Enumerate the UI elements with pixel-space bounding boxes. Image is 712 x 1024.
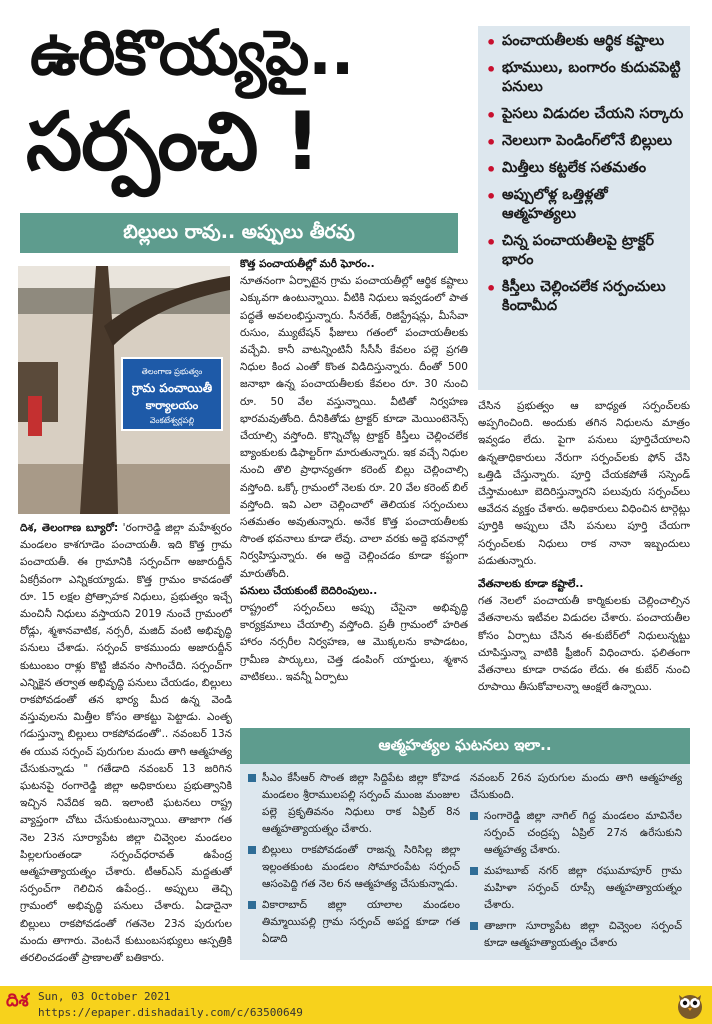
square-bullet-icon [470, 867, 478, 875]
column-3-text-2: గత నెలలో పంచాయతీ కార్మికులకు చెల్లించాల్సిన వేతనాలను ఇటీవల విడుదల చేశారు. పంచాయతీల కోసం ఏర్పాటు చేసిన ఈ-కుబేర్‌లో నిధులున్నట్టు చూపిస్తున్నా వాటికి ఫ్రీజింగ్ విధించారు. ఫలితంగా వేతనాలు కూడా రావడం లేదు. ఈ కుబేర్ నుంచి రూపాయి తీసుకోవాలన్నా ఆంక్షలే ఉన్నాయి. [478, 595, 690, 694]
signboard-line-3: కార్యాలయం [145, 399, 199, 412]
subhead-new-panchayats: కొత్త పంచాయతీల్లో మరీ ఘోరం.. [240, 258, 375, 270]
incident-continuation: నవంబర్ 26న పురుగుల మందు తాగి ఆత్మహత్య చేసుకుంది. [470, 772, 682, 801]
incident-item: వికారాబాద్ జిల్లా యాలాల మండలం తిమ్మాయిపల్లి గ్రామ సర్పంచ్ అపర్ణ కూడా గత ఏడాది [248, 897, 460, 948]
incident-item: తాజాగా సూర్యాపేట జిల్లా చివ్వెంల సర్పంచ్ కూడా ఆత్మహత్యాయత్నం చేశారు [470, 918, 682, 952]
incidents-title: ఆత్మహత్యల ఘటనలు ఇలా.. [240, 728, 690, 764]
panchayat-office-photo [18, 266, 230, 514]
bullet-dot-icon: • [486, 233, 497, 252]
incident-item: సీఎం కేసీఆర్ సొంత జిల్లా సిద్దిపేట జిల్లా కోహెడ మండలం శ్రీరాములపల్లి సర్పంచ్ ముంజ మంజుల పల్లె ప్రకృతివనం నిధులు రాక ఏప్రిల్ 8న ఆత్మహత్యాయత్నం చేశారు. [248, 770, 460, 838]
key-point-item: • అప్పులోళ్ల ఒత్తిళ్లతో ఆత్మహత్యలు [486, 187, 608, 222]
bullet-dot-icon: • [486, 60, 497, 79]
square-bullet-icon [248, 901, 256, 909]
column-2-text-1: నూతనంగా ఏర్పాటైన గ్రామ పంచాయతీల్లో ఆర్థిక కష్టాలు ఎక్కువగా ఉంటున్నాయి. వీటికి నిధులు ఇవ్వడంలో పాత పద్ధతే అవలంభిస్తున్నారు. సీనరేజ్, రిజిస్ట్రేషన్లు, మీసేవా రుసుం, మ్యుటేషన్ ఫీజులు గతంలో పంచాయతీలకు వచ్చేవి. కానీ వాటన్నింటినీ సీసీసీ కేవలం పల్లె ప్రగతి నిధుల కింద ఎంతో కొంత విడిదిస్తున్నారు. దీంతో 500 జనాభా ఉన్న పంచాయతీలకు కేవలం రూ. 30 నుంచి రూ. 50 వేల వస్తున్నాయి. వీటితో నిర్వహణ భారమవుతోంది. దీనికితోడు ట్రాక్టర్ కూడా మెయింటెనెన్స్ చేయాల్సి వస్తోంది. కొన్నిచోట్ల ట్రాక్టర్ కిస్తీలు చెల్లించలేక బ్యాంకులకు డిఫాల్టర్‌గా మారుతున్నారు. ఇక వచ్చే నిధుల నుంచి తొలి ప్రాధాన్యతగా కరెంట్ బిల్లు చెల్లించాల్సి వస్తోంది. ఒక్కో గ్రామంలో నెలకు రూ. 20 వేల కరెంట్ బిల్ వస్తోంది. ఇవి ఎలా చెల్లించాలో తెలియక సర్పంచులు సతమతం అవుతున్నారు. అనేక కొత్త పంచాయతీలకు సొంత భవనాలు కూడా లేవు. చాలా వరకు అద్దె భవనాల్లో నిర్వహిస్తున్నారు. ఈ అద్దె చెల్లించడం కూడా కష్టంగా మారుతోంది. [240, 275, 468, 580]
subheadline-banner: బిల్లులు రావు.. అప్పులు తీరవు [20, 213, 458, 253]
square-bullet-icon [470, 922, 478, 930]
bullet-dot-icon: • [486, 279, 497, 298]
key-points-sidebar [478, 26, 690, 390]
incidents-left-column [248, 770, 460, 952]
key-point-item: • భూములు, బంగారం కుదువపెట్టి పనులు [486, 60, 681, 95]
disha-logo: దిశ [6, 990, 29, 1011]
edition-date: Sun, 03 October 2021 [38, 990, 171, 1003]
key-point-item: • నెలలుగా పెండింగ్‌లోనే బిల్లులు [486, 133, 673, 152]
bullet-dot-icon: • [486, 33, 497, 52]
signboard-line-1: తెలంగాణ ప్రభుత్వం [141, 367, 203, 376]
incident-item: బిల్లులు రాకపోవడంతో రాజన్న సిరిసిల్ల జిల్లా ఇల్లంతకుంట మండలం సోమారంపేట సర్పంచ్ ఆసంపెద్ది గత నెల 6న ఆత్మహత్య చేసుకున్నాడు. [248, 842, 460, 893]
photo-illustration [18, 266, 230, 514]
headline-line-1: ఉరికొయ్యపై.. [30, 16, 354, 89]
key-point-item: • పైసలు విడుదల చేయని సర్కారు [486, 106, 684, 125]
column-1-text: 'రంగారెడ్డి జిల్లా మహేశ్వరం మండలం కాశగూడెం పంచాయతీ. ఇది కొత్త గ్రామ పంచాయతీ. ఈ గ్రామానికి సర్పంచ్‌గా అజారుద్దీన్ ఏకగ్రీవంగా ఎన్నికయ్యాడు. కొత్త గ్రామం కావడంతో రూ. 15 లక్షల ప్రోత్సాహక నిధులు, ప్రభుత్వం ఇచ్చే మంచినీ నిధులు వస్తాయని 2019 నుంచే గ్రామంలో రోడ్లు, శ్మశానవాటిక, నర్సరీ, మజిద్ వంటి అభివృద్ధి పనులు చేశాడు. సర్పంచ్ కాకముందు అజారుద్దీన్ కుటుంబం రాళ్లు కొట్టి జీవనం సాగించేది. సర్పంచ్‌గా ఎన్నికైన తర్వాత అభివృద్ధి పనులు చేయడం, బిల్లులు రాకపోవడంతో తన భార్య మీద ఉన్న వెండి వస్తువులను మిత్తీల కోసం తాకట్టు పెట్టాడు. ఎంతృ గడుస్తున్నా బిల్లులు రాకపోవడంతో'.. నవంబర్ 13న ఈ యువ సర్పంచ్ పురుగుల మందు తాగి ఆత్మహత్య చేసుకున్నాడు " గతేడాది నవంబర్ 13 జరిగిన ఘటనపై రంగారెడ్డి జిల్లా అధికారులు ప్రభుత్వానికి ఇచ్చిన నివేదిక ఇది. ఇలాంటి ఘటనలు రాష్ట్ర వ్యాప్తంగా చోటు చేసుకుంటున్నాయి. తాజాగా గత నెల 23న సూర్యాపేట జిల్లా చివ్వెంల మండలం పిల్లలగుంతండా సర్పంచ్‌ధరావత్ ఉపేంద్ర ఆత్మహత్యాయత్నం చేశారు. టీఆర్ఎస్ మద్దతుతో సర్పంచ్‌గా గెలిచిన ఉపేంద్ర.. అప్పులు తెచ్చి గ్రామంలో అభివృద్ధి పనులు చేశారు. ఏడాదైనా బిల్లులు రాకపోవడంతో గతనెల 23న పురుగుల మందు తాగారు. వెంటనే కుటుంబసభ్యులు ఆస్పత్రికి తరలించడంతో ప్రాణాలతో బతికారు. [20, 522, 232, 965]
bullet-dot-icon: • [486, 133, 497, 152]
bullet-dot-icon: • [486, 106, 497, 125]
subhead-salaries: వేతనాలకు కూడా కష్టాలే.. [478, 578, 584, 591]
article-column-1 [20, 520, 232, 978]
incident-item: మహబూబ్ నగర్ జిల్లా రఘుమాపూర్ గ్రామ మహిళా సర్పంచ్ రూప్సీ ఆత్మహత్యాయత్నం చేశారు. [470, 863, 682, 914]
article-column-3 [478, 398, 690, 720]
key-point-item: • పంచాయతీలకు ఆర్థిక కష్టాలు [486, 33, 665, 52]
key-point-item: • చిన్న పంచాయతీలపై ట్రాక్టర్ భారం [486, 233, 655, 268]
headline-line-2: సర్పంచి ! [26, 95, 320, 188]
square-bullet-icon [248, 774, 256, 782]
subhead-threats: పనులు చేయకుంటే బెదిరింపులు.. [240, 584, 378, 597]
column-2-text-2: రాష్ట్రంలో సర్పంచ్‌లు అప్పు చేసైనా అభివృద్ధి కార్యక్రమాలు చేయాల్సి వస్తోంది. ప్రతీ గ్రామంలో హరిత హారం నర్సరీల నిర్వహణ, ఆ మొక్కలను కాపాడటం, గ్రామీణ పార్కులు, చెత్త డంపింగ్ యార్డులు, శ్మశాన వాటికలు.. ఇవన్నీ ఏర్పాటు [240, 602, 468, 683]
incident-item: సంగారెడ్డి జిల్లా నాగిల్ గిద్ద మండలం మావినేల సర్పంచ్ చంద్రప్ప ఏప్రిల్ 27న ఉరేసుకుని ఆత్మహత్య చేశారు. [470, 808, 682, 859]
owl-mascot-icon [676, 990, 704, 1020]
incidents-box [240, 764, 690, 960]
byline: దిశ, తెలంగాణ బ్యూరో: [20, 522, 119, 534]
key-point-item: • మిత్తీలు కట్టలేక సతమతం [486, 160, 647, 179]
epaper-url-link[interactable]: https://epaper.dishadaily.com/c/63500649 [38, 1006, 303, 1019]
column-3-text-1: చేసిన ప్రభుత్వం ఆ బాధ్యత సర్పంచ్‌లకు అప్పగించింది. అందుకు తగిన నిధులను మాత్రం ఇవ్వడం లేదు. పైగా పనులు పూర్తిచేయాలని ఉన్నతాధికారులు నేరుగా సర్పంచ్‌లకు ఫోన్ చేసి ఒత్తిడి చేస్తున్నారు. పూర్తి చేయకపోతే సస్పెండ్ చేస్తామంటూ బెదిరిస్తున్నారని పలువురు సర్పంచ్‌లు ఆవేదన వ్యక్తం చేశారు. అధికారులు విధించిన టార్గెట్లు పూర్తికి అప్పులు చేసి పనులు పూర్తి చేయగా సర్పంచ్‌లకు నిధులు రాక నానా ఇబ్బందులు పడుతున్నారు. [478, 400, 690, 567]
square-bullet-icon [248, 846, 256, 854]
article-column-2 [240, 256, 468, 722]
incidents-right-column [470, 770, 682, 956]
bullet-dot-icon: • [486, 160, 497, 179]
signboard-line-2: గ్రామ పంచాయితీ [131, 381, 213, 395]
bullet-dot-icon: • [486, 187, 497, 206]
signboard-line-4: వెంకటేశ్వర్లపల్లి [149, 416, 195, 425]
key-point-item: • కిస్తీలు చెల్లించలేక సర్పంచులు కిందామీద [486, 279, 666, 314]
square-bullet-icon [470, 812, 478, 820]
